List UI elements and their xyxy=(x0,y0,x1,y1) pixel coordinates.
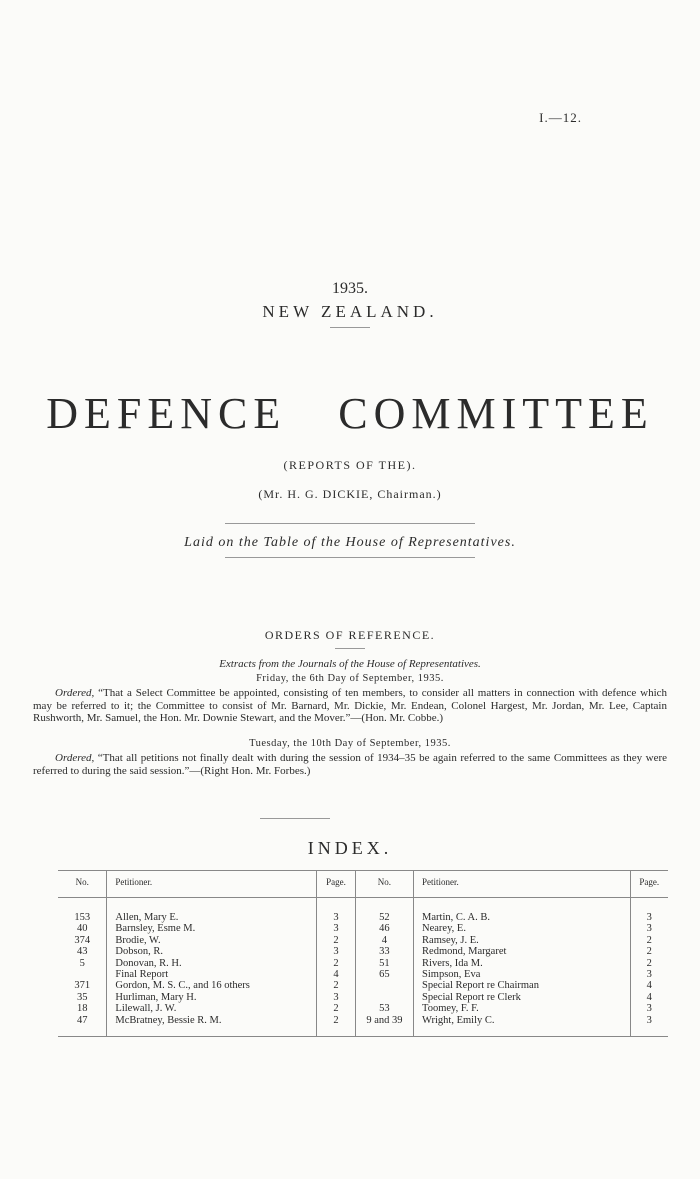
col-no: No. xyxy=(58,871,107,898)
country: NEW ZEALAND. xyxy=(262,302,438,321)
left-page: 3 xyxy=(317,898,355,924)
right-petitioner: Toomey, F. F. xyxy=(414,1003,631,1014)
left-petitioner: Lilewall, J. W. xyxy=(107,1003,317,1014)
divider xyxy=(260,818,330,819)
right-petitioner: Ramsey, J. E. xyxy=(414,935,631,946)
right-no xyxy=(355,992,413,1003)
title-word-2: COMMITTEE xyxy=(338,389,654,438)
right-petitioner: Wright, Emily C. xyxy=(414,1015,631,1037)
right-petitioner: Special Report re Chairman xyxy=(414,980,631,991)
right-petitioner: Special Report re Clerk xyxy=(414,992,631,1003)
right-no: 51 xyxy=(355,958,413,969)
left-petitioner: Donovan, R. H. xyxy=(107,958,317,969)
right-no: 4 xyxy=(355,935,413,946)
subtitle: (REPORTS OF THE). xyxy=(283,458,417,472)
right-page: 4 xyxy=(646,991,652,1003)
date-1: Friday, the 6th Day of September, 1935. xyxy=(256,673,444,684)
left-no: 35 xyxy=(58,992,107,1003)
right-page: 3 xyxy=(630,1015,668,1037)
col-no: No. xyxy=(355,871,413,898)
left-petitioner: Allen, Mary E. xyxy=(107,898,317,924)
laid-on-table: Laid on the Table of the House of Representatives. xyxy=(184,535,516,550)
divider xyxy=(330,327,370,328)
document-title xyxy=(0,388,700,439)
table-row xyxy=(58,898,668,924)
left-petitioner: Brodie, W. xyxy=(107,935,317,946)
table-row xyxy=(58,1015,668,1037)
table-row xyxy=(58,946,668,957)
table-row xyxy=(58,992,668,1003)
left-petitioner: Hurliman, Mary H. xyxy=(107,992,317,1003)
table-row xyxy=(58,958,668,969)
index-header-row xyxy=(58,871,668,898)
left-no: 374 xyxy=(58,935,107,946)
table-row xyxy=(58,1003,668,1014)
order-paragraph-2 xyxy=(33,752,667,777)
right-page: 3 xyxy=(646,912,652,923)
orders-heading: ORDERS OF REFERENCE. xyxy=(264,628,436,642)
right-page: 2 xyxy=(646,957,652,969)
right-petitioner: Martin, C. A. B. xyxy=(414,898,631,924)
left-page: 2 xyxy=(317,935,355,946)
left-petitioner: Dobson, R. xyxy=(107,946,317,957)
left-petitioner: Barnsley, Esme M. xyxy=(107,923,317,934)
table-row xyxy=(58,923,668,934)
left-page: 2 xyxy=(317,980,355,991)
left-petitioner: Gordon, M. S. C., and 16 others xyxy=(107,980,317,991)
right-page: 2 xyxy=(646,934,652,946)
col-petitioner: Petitioner. xyxy=(107,871,317,898)
divider xyxy=(225,557,475,558)
extracts-line: Extracts from the Journals of the House of Representatives. xyxy=(219,658,481,670)
right-no: 33 xyxy=(355,946,413,957)
right-page: 4 xyxy=(646,980,652,992)
left-no: 153 xyxy=(58,898,107,924)
left-no xyxy=(58,969,107,980)
left-no: 47 xyxy=(58,1015,107,1037)
divider xyxy=(335,648,365,649)
right-page: 3 xyxy=(646,1003,652,1015)
right-petitioner: Redmond, Margaret xyxy=(414,946,631,957)
divider xyxy=(225,523,475,524)
left-petitioner: McBratney, Bessie R. M. xyxy=(107,1015,317,1037)
date-2: Tuesday, the 10th Day of September, 1935. xyxy=(249,738,451,749)
left-page: 3 xyxy=(317,992,355,1003)
year: 1935. xyxy=(332,280,368,297)
left-no: 40 xyxy=(58,923,107,934)
order-paragraph-1 xyxy=(33,687,667,725)
right-petitioner: Rivers, Ida M. xyxy=(414,958,631,969)
right-page: 3 xyxy=(646,969,652,981)
order-text-1: “That a Select Committee be appointed, consisting of ten members, to consider all matters in connection with defence which may be referred to it; the Committee to consist of Mr. Barnard, Mr. Dickie, Mr. Endean, Colonel Hargest, Mr. Jordan, Mr. Lee, Captain Rushworth, Mr. Samuel, the Hon. Mr. Downie Stewart, and the Mover.”—(Hon. Mr. Cobbe.) xyxy=(33,687,668,724)
left-no: 5 xyxy=(58,958,107,969)
right-no: 52 xyxy=(355,898,413,924)
chairman: (Mr. H. G. DICKIE, Chairman.) xyxy=(258,487,442,501)
right-no: 46 xyxy=(355,923,413,934)
ordered-label: Ordered, xyxy=(55,752,95,764)
right-no: 65 xyxy=(355,969,413,980)
right-no xyxy=(355,980,413,991)
title-word-1: DEFENCE xyxy=(46,389,287,438)
left-page: 3 xyxy=(317,946,355,957)
right-petitioner: Simpson, Eva xyxy=(414,969,631,980)
left-page: 2 xyxy=(317,1015,355,1037)
right-no: 53 xyxy=(355,1003,413,1014)
right-page: 2 xyxy=(646,946,652,958)
right-petitioner: Nearey, E. xyxy=(414,923,631,934)
left-petitioner: Final Report xyxy=(107,969,317,980)
table-row xyxy=(58,969,668,980)
left-page: 2 xyxy=(317,1003,355,1014)
right-page: 3 xyxy=(646,923,652,935)
table-row xyxy=(58,935,668,946)
right-no: 9 and 39 xyxy=(355,1015,413,1037)
index-heading: INDEX. xyxy=(307,838,393,858)
ordered-label: Ordered, xyxy=(55,687,95,699)
left-no: 371 xyxy=(58,980,107,991)
left-page: 4 xyxy=(317,969,355,980)
left-no: 43 xyxy=(58,946,107,957)
col-page: Page. xyxy=(630,871,668,898)
table-row xyxy=(58,980,668,991)
left-page: 2 xyxy=(317,958,355,969)
col-petitioner: Petitioner. xyxy=(414,871,631,898)
left-page: 3 xyxy=(317,923,355,934)
index-table xyxy=(58,870,668,1037)
col-page: Page. xyxy=(317,871,355,898)
order-text-2: “That all petitions not finally dealt with during the session of 1934–35 be again referred to the same Committees as they were referred to during the said session.”—(Right Hon. Mr. Forbes.) xyxy=(33,752,667,777)
left-no: 18 xyxy=(58,1003,107,1014)
document-reference: I.—12. xyxy=(539,110,582,125)
